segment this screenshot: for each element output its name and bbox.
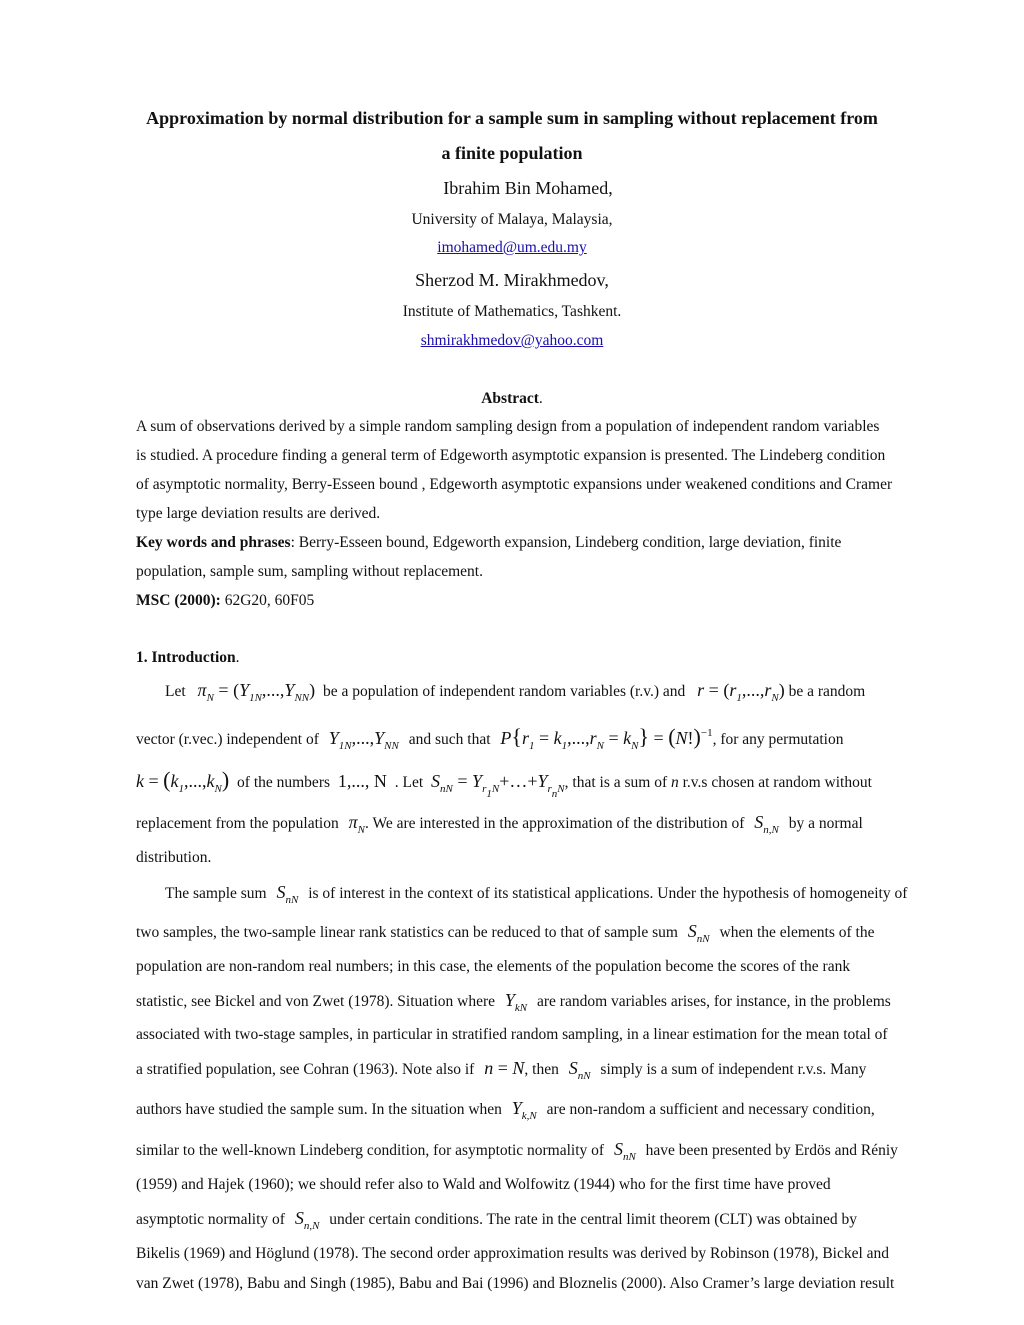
- eq-sign: =: [603, 728, 624, 748]
- lbrace: {: [511, 724, 522, 749]
- abstract-heading-dot: .: [538, 390, 543, 407]
- author-1-email-link[interactable]: imohamed@um.edu.my: [437, 239, 587, 256]
- intro-p1-line-4: [136, 812, 863, 834]
- lparen: (: [163, 767, 171, 792]
- lparen: (: [723, 680, 730, 700]
- text-such-that: and such that: [408, 731, 491, 748]
- intro-p2-line-2: [136, 921, 874, 943]
- formula-yk-comma-n: $Y_{k,N}$: [511, 1098, 537, 1122]
- formula-s-n-comma-n: $S_{n,N}$: [294, 1208, 320, 1232]
- intro-p2-line-1: [165, 882, 907, 904]
- text-permutation: , for any permutation: [712, 731, 844, 748]
- text-let: . Let: [394, 774, 424, 791]
- formula-k1: $k_1$: [170, 771, 184, 795]
- formula-k: k: [136, 771, 144, 791]
- formula-r1: $r_1$: [521, 728, 535, 752]
- formula-ynn: $Y_{NN}$: [374, 728, 399, 752]
- text-vector: vector (r.vec.) independent of: [136, 731, 319, 748]
- eq-sign: =: [452, 771, 473, 791]
- formula-snn: $S_{nN}$: [431, 771, 453, 795]
- formula-snn: $S_{nN}$: [613, 1139, 636, 1163]
- intro-p2-line-4: [136, 990, 891, 1012]
- formula-ykn: $Y_{kN}$: [504, 990, 528, 1014]
- text-non-random: are non-random a sufficient and necessary condition,: [546, 1101, 875, 1118]
- comma-dots: ,...,: [351, 728, 375, 748]
- intro-p1-line-1: [165, 680, 865, 702]
- msc-label: MSC (2000):: [136, 592, 221, 609]
- section-1-heading: [136, 648, 240, 668]
- eq-sign: =: [493, 1058, 513, 1078]
- eq-sign: =: [144, 771, 164, 791]
- intro-p2-line-12: van Zwet (1978), Babu and Singh (1985), Babu and Bai (1996) and Bloznelis (2000). Also Cramer’s large deviation result: [136, 1275, 895, 1292]
- formula-ynn: $Y_{NN}$: [284, 680, 310, 704]
- formula-snn: $S_{nN}$: [687, 921, 710, 945]
- text-asymptotic-normality: asymptotic normality of: [136, 1211, 285, 1228]
- text-two-samples: two samples, the two-sample linear rank statistics can be reduced to that of sample sum: [136, 924, 678, 941]
- text-n-italic: n: [670, 774, 679, 791]
- formula-n: N: [675, 728, 688, 748]
- lparen: (: [668, 724, 676, 749]
- text-statistic: statistic, see Bickel and von Zwet (1978). Situation where: [136, 993, 495, 1010]
- rparen: ): [778, 680, 785, 700]
- keywords-text-1: : Berry-Esseen bound, Edgeworth expansion, Lindeberg condition, large deviation, finite: [290, 534, 842, 551]
- intro-p2-line-8: [136, 1139, 898, 1161]
- text-sample-sum: The sample sum: [165, 885, 267, 902]
- eq-sign: =: [213, 680, 234, 700]
- formula-range: 1,..., N: [337, 771, 387, 791]
- text-similar: similar to the well-known Lindeberg condition, for asymptotic normality of: [136, 1142, 605, 1159]
- factorial: !: [687, 728, 694, 748]
- keywords-line-1: [136, 533, 841, 553]
- keywords-line-2: population, sample sum, sampling without replacement.: [136, 563, 483, 580]
- text-be-a-random: be a random: [788, 683, 866, 700]
- formula-cap-n: N: [512, 1058, 525, 1078]
- text-let: Let: [165, 683, 186, 700]
- keywords-label: Key words and phrases: [136, 534, 291, 551]
- rparen: ): [693, 724, 701, 749]
- formula-prob: P: [500, 728, 512, 748]
- rparen: ): [309, 680, 316, 700]
- eq-sign: =: [649, 728, 669, 748]
- author-1-email-line: [0, 238, 1024, 258]
- formula-y1n: $Y_{1N}$: [328, 728, 352, 752]
- abstract-line-3: of asymptotic normality, Berry-Esseen bound , Edgeworth asymptotic expansions under weakened conditions and Cramer: [136, 476, 893, 493]
- formula-y1n: $Y_{1N}$: [239, 680, 262, 704]
- intro-p2-line-3: population are non-random real numbers; in this case, the elements of the population become the scores of the rank: [136, 958, 851, 975]
- formula-kn: $k_N$: [623, 728, 639, 752]
- formula-s-n-comma-n: $S_{n,N}$: [754, 812, 779, 836]
- comma-dots: ,...,: [183, 771, 207, 791]
- text-then: , then: [524, 1061, 559, 1078]
- comma-dots: ,...,: [261, 680, 285, 700]
- intro-p2-line-7: [136, 1098, 875, 1120]
- intro-p2-line-11: Bikelis (1969) and Höglund (1978). The second order approximation results was derived by Robinson (1978), Bickel and: [136, 1245, 890, 1262]
- formula-rn: $r_N$: [589, 728, 604, 752]
- msc-codes: 62G20, 60F05: [220, 592, 315, 609]
- lparen: (: [233, 680, 240, 700]
- rbrace: }: [638, 724, 650, 749]
- text-by-normal: by a normal: [788, 815, 863, 832]
- abstract-line-2: is studied. A procedure finding a general term of Edgeworth asymptotic expansion is presented. The Lindeberg condition: [136, 447, 886, 464]
- formula-pi-n: $\pi_N$: [348, 812, 365, 836]
- comma-dots: ,...,: [741, 680, 765, 700]
- text-rvs-chosen: r.v.s chosen at random without: [682, 774, 872, 791]
- intro-p2-line-10: [136, 1208, 857, 1230]
- text-stratified: a stratified population, see Cohran (1963). Note also if: [136, 1061, 475, 1078]
- abstract-heading-text: Abstract: [481, 390, 539, 407]
- intro-p2-line-6: [136, 1058, 866, 1080]
- author-1-name: Ibrahim Bin Mohamed,: [443, 178, 613, 198]
- text-when-elements: when the elements of the: [719, 924, 875, 941]
- text-is-of-interest: is of interest in the context of its statistical applications. Under the hypothesis of homogeneity of: [308, 885, 908, 902]
- formula-k1: $k_1$: [553, 728, 568, 752]
- formula-r: r: [697, 680, 705, 700]
- formula-n-eq-n: n: [484, 1058, 494, 1078]
- paper-title-line-2: a finite population: [441, 143, 583, 163]
- paper-title-line-1: Approximation by normal distribution for a sample sum in sampling without replacement from: [146, 108, 878, 128]
- abstract-line-4: type large deviation results are derived.: [136, 505, 381, 522]
- text-numbers: of the numbers: [237, 774, 331, 791]
- eq-sign: =: [534, 728, 554, 748]
- intro-p1-line-5: distribution.: [136, 849, 212, 866]
- text-random-variables: are random variables arises, for instance, in the problems: [537, 993, 891, 1010]
- text-certain-conditions: under certain conditions. The rate in the central limit theorem (CLT) was obtained by: [329, 1211, 858, 1228]
- formula-kn: $k_N$: [206, 771, 222, 795]
- author-1-affiliation: University of Malaya, Malaysia,: [411, 211, 613, 228]
- section-1-heading-text: 1. Introduction: [136, 649, 236, 666]
- text-interested: . We are interested in the approximation of the distribution of: [364, 815, 745, 832]
- text-sum-of: , that is a sum of: [564, 774, 668, 791]
- intro-p2-line-5: associated with two-stage samples, in particular in stratified random sampling, in a linear estimation for the mean total of: [136, 1026, 888, 1043]
- comma-dots: ,...,: [567, 728, 590, 748]
- text-presented-by: have been presented by Erdös and Réniy: [645, 1142, 898, 1159]
- formula-r1: $r_1$: [729, 680, 742, 704]
- formula-y-rnn: $Y_{r_nN}$: [537, 771, 565, 800]
- dots-plus: +…+: [499, 771, 538, 791]
- text-population: be a population of independent random variables (r.v.) and: [323, 683, 686, 700]
- intro-p1-line-2: [136, 724, 844, 752]
- author-2-email-line: [0, 331, 1024, 351]
- sup-neg1: −1: [700, 727, 713, 739]
- eq-sign: =: [704, 680, 724, 700]
- text-authors: authors have studied the sample sum. In the situation when: [136, 1101, 502, 1118]
- intro-p2-line-9: (1959) and Hajek (1960); we should refer also to Wald and Wolfowitz (1944) who for the first time have proved: [136, 1176, 831, 1193]
- formula-rn: $r_N$: [764, 680, 779, 704]
- formula-y-r1n: $Y_{r_1N}$: [472, 771, 500, 800]
- msc-line: [136, 591, 314, 611]
- author-2-email-link[interactable]: shmirakhmedov@yahoo.com: [420, 332, 604, 349]
- text-replacement: replacement from the population: [136, 815, 339, 832]
- rparen: ): [221, 767, 230, 792]
- formula-snn: $S_{nN}$: [276, 882, 299, 906]
- author-2-affiliation: Institute of Mathematics, Tashkent.: [402, 303, 622, 320]
- intro-p1-line-3: [136, 767, 872, 800]
- abstract-line-1: A sum of observations derived by a simple random sampling design from a population of independent random variables: [136, 418, 880, 435]
- text-simply: simply is a sum of independent r.v.s. Many: [600, 1061, 867, 1078]
- abstract-heading: [0, 389, 1024, 409]
- section-1-heading-dot: .: [235, 649, 240, 666]
- formula-snn: $S_{nN}$: [568, 1058, 591, 1082]
- author-2-name: Sherzod M. Mirakhmedov,: [415, 270, 609, 290]
- formula-pi-n: $\pi_N$: [197, 680, 214, 704]
